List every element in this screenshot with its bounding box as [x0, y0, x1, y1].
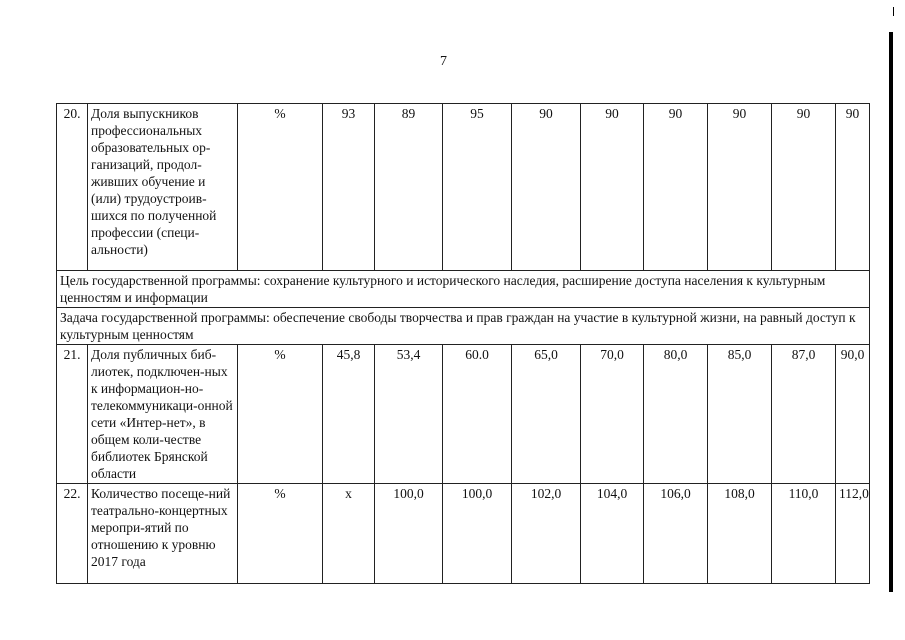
row-number: 21.	[57, 345, 88, 484]
indicator-name: Количество посеще-ний театрально-концертных меропри-ятий по отношению к уровню 2017 года	[88, 484, 238, 584]
value-cell: 95	[443, 104, 512, 271]
value-cell: 102,0	[512, 484, 581, 584]
indicators-table	[56, 103, 870, 584]
value-cell: 100,0	[443, 484, 512, 584]
value-cell: 108,0	[708, 484, 772, 584]
value-cell: 45,8	[323, 345, 375, 484]
scan-edge-bar	[889, 32, 893, 592]
value-cell: 104,0	[581, 484, 644, 584]
value-cell: 53,4	[375, 345, 443, 484]
value-cell: 89	[375, 104, 443, 271]
program-task-row	[57, 308, 870, 345]
value-cell: 90	[772, 104, 836, 271]
value-cell: 112,0	[836, 484, 870, 584]
unit-cell: %	[238, 345, 323, 484]
table-row	[57, 345, 870, 484]
value-cell: 85,0	[708, 345, 772, 484]
value-cell: 87,0	[772, 345, 836, 484]
row-number: 20.	[57, 104, 88, 271]
page-number: 7	[440, 54, 447, 69]
indicator-name: Доля публичных биб-лиотек, подключен-ных к информацион-но-телекоммуникаци-онной сети «Интер-нет», в общем коли-честве библиотек Брянской области	[88, 345, 238, 484]
table-row	[57, 104, 870, 271]
value-cell: 90	[512, 104, 581, 271]
value-cell: 93	[323, 104, 375, 271]
program-task-text: Задача государственной программы: обеспечение свободы творчества и прав граждан на участие в культурной жизни, на равный доступ к культурным ценностям	[57, 308, 870, 345]
value-cell: 65,0	[512, 345, 581, 484]
indicator-name: Доля выпускников профессиональных образовательных ор-ганизаций, продол-живших обучение и (или) трудоустроив-шихся по полученной профессии (специ-альности)	[88, 104, 238, 271]
program-goal-row	[57, 271, 870, 308]
value-cell: 100,0	[375, 484, 443, 584]
unit-cell: %	[238, 104, 323, 271]
table-row	[57, 484, 870, 584]
scan-edge-mark	[893, 7, 894, 16]
value-cell: 90	[644, 104, 708, 271]
value-cell: 90	[708, 104, 772, 271]
value-cell: 60.0	[443, 345, 512, 484]
value-cell: х	[323, 484, 375, 584]
value-cell: 90	[581, 104, 644, 271]
value-cell: 90,0	[836, 345, 870, 484]
row-number: 22.	[57, 484, 88, 584]
value-cell: 106,0	[644, 484, 708, 584]
unit-cell: %	[238, 484, 323, 584]
program-goal-text: Цель государственной программы: сохранение культурного и исторического наследия, расширение доступа населения к культурным ценностям и информации	[57, 271, 870, 308]
value-cell: 70,0	[581, 345, 644, 484]
value-cell: 110,0	[772, 484, 836, 584]
value-cell: 80,0	[644, 345, 708, 484]
value-cell: 90	[836, 104, 870, 271]
